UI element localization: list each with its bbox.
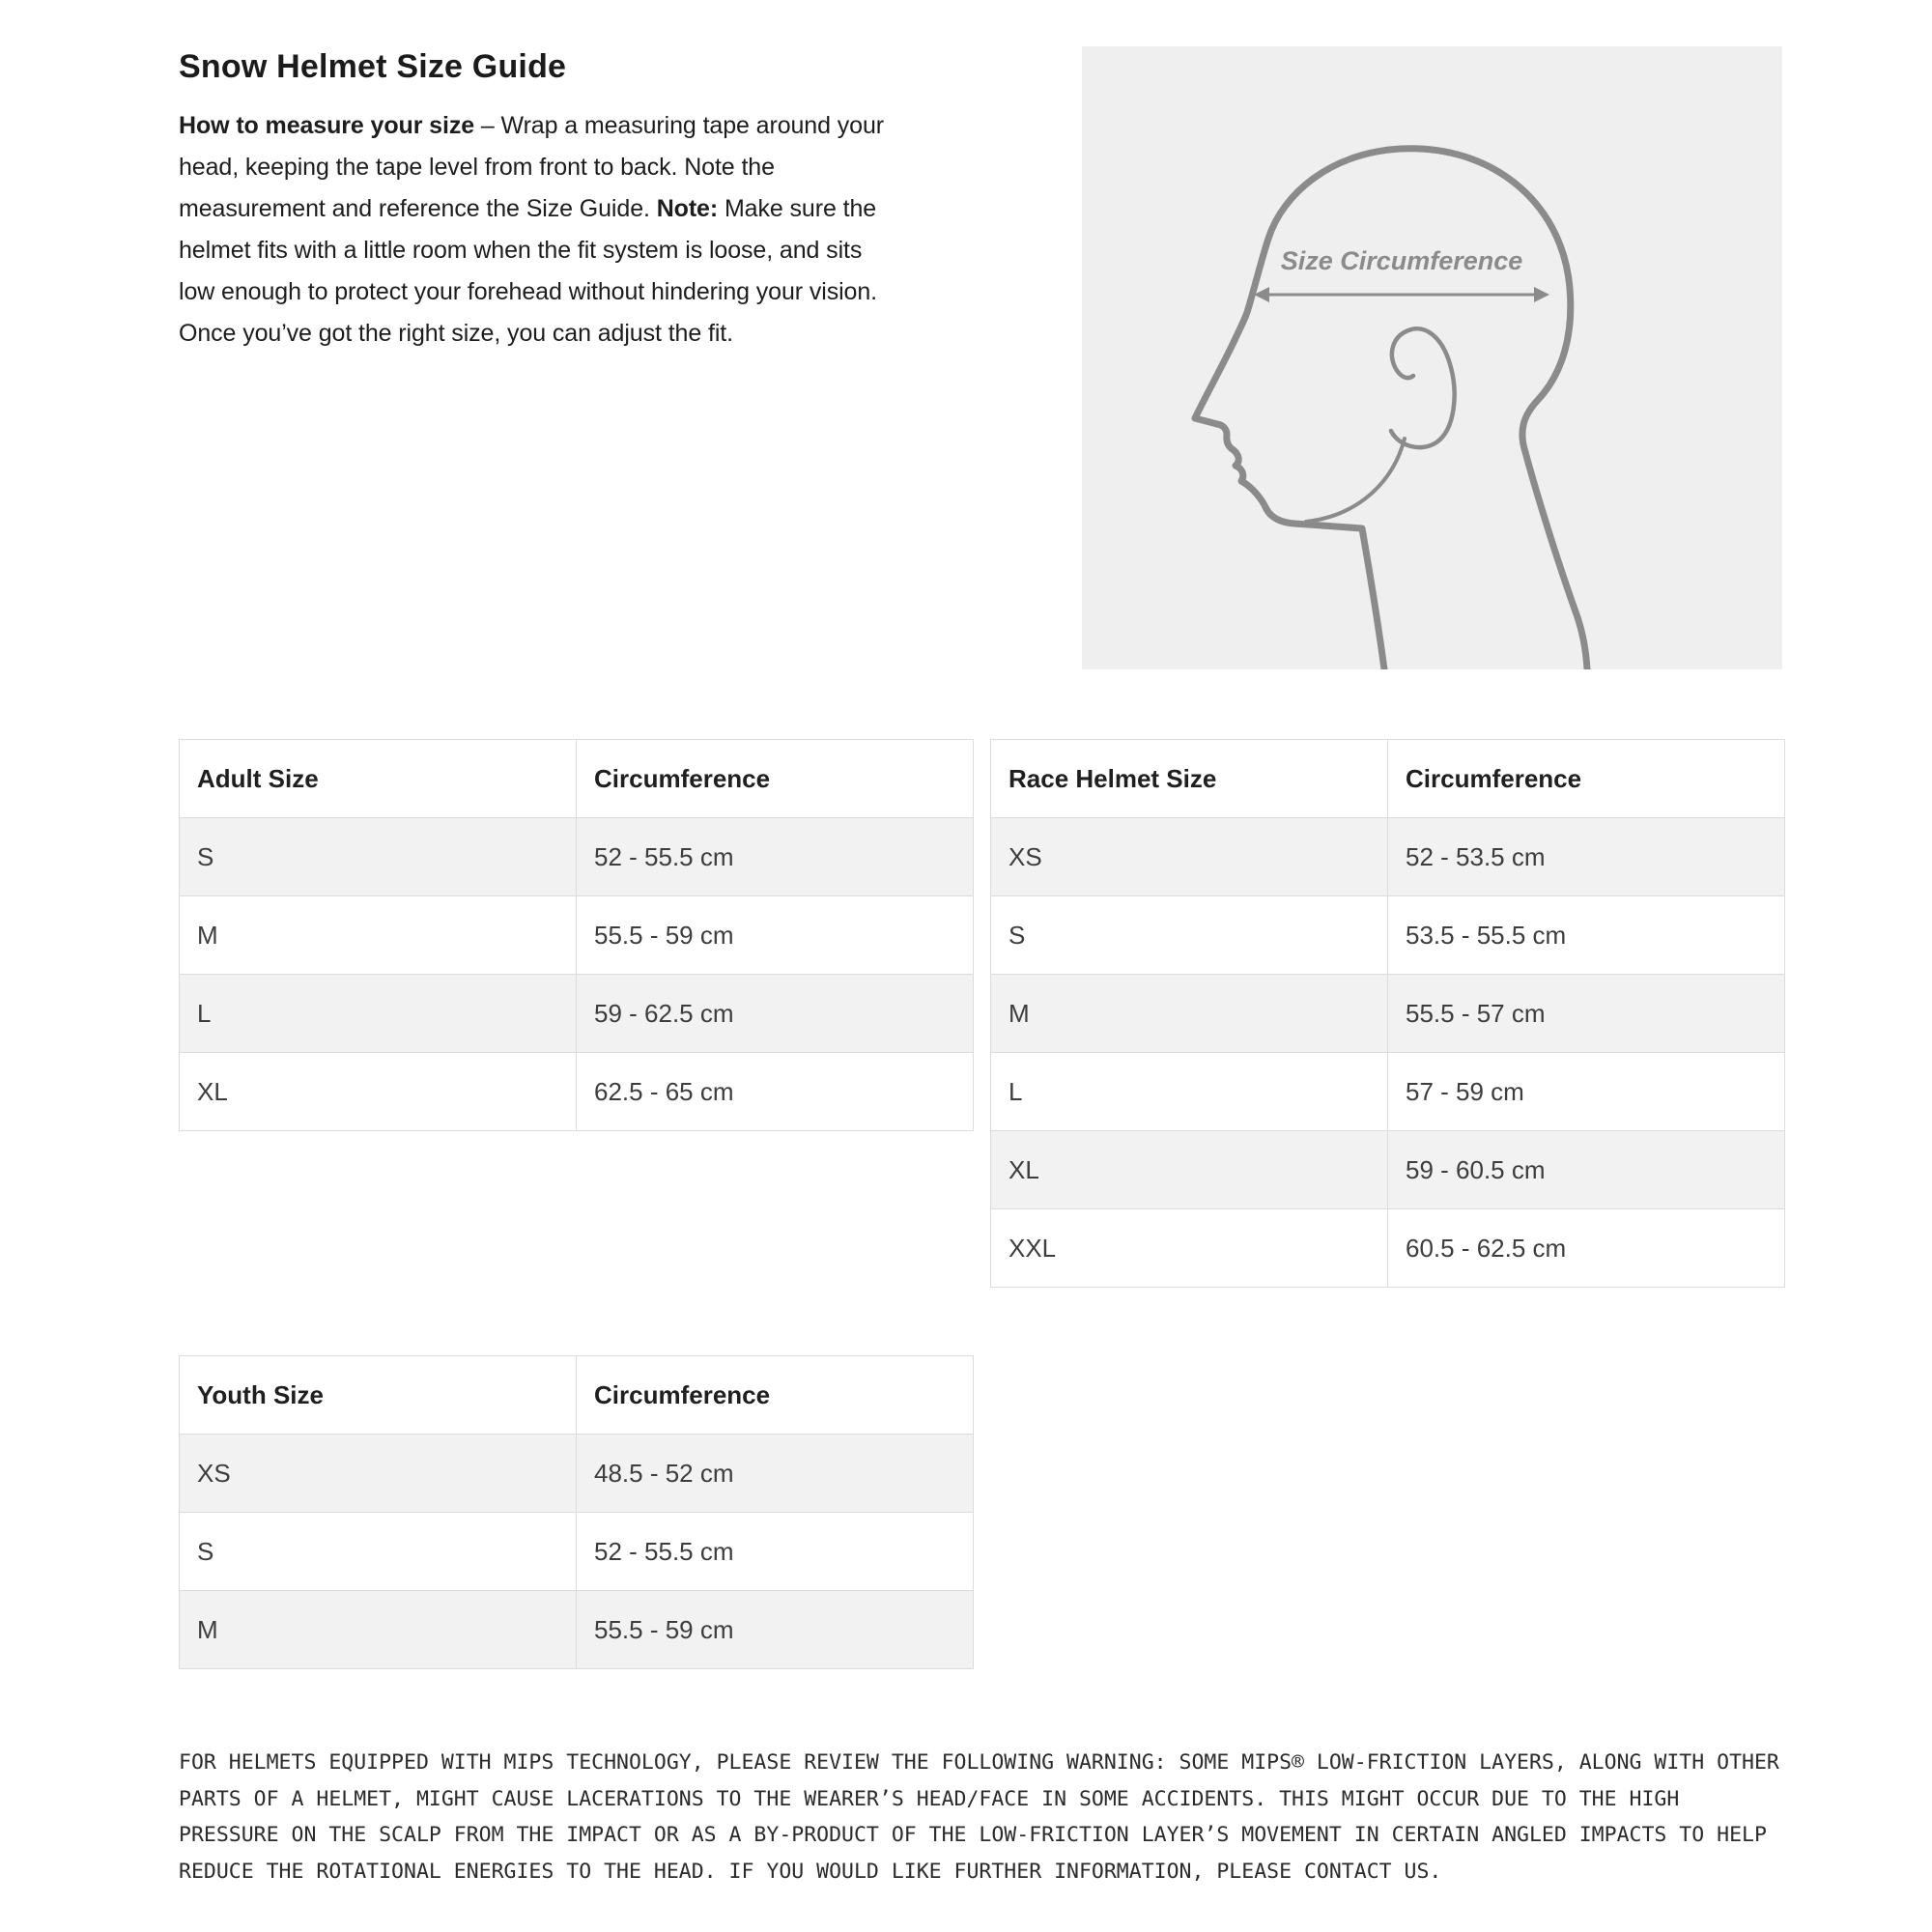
size-cell: XS [991, 818, 1388, 896]
size-cell: M [180, 896, 577, 975]
circumference-cell: 57 - 59 cm [1388, 1053, 1785, 1131]
circumference-cell: 52 - 55.5 cm [577, 818, 974, 896]
size-cell: XXL [991, 1209, 1388, 1288]
table-row [991, 1053, 1785, 1131]
table-row [180, 1053, 974, 1131]
circumference-cell: 62.5 - 65 cm [577, 1053, 974, 1131]
head-outline [1195, 149, 1587, 669]
table-row [991, 818, 1785, 896]
ear-outline [1391, 328, 1455, 447]
size-cell: S [180, 1513, 577, 1591]
intro-paragraph [179, 105, 884, 355]
head-profile-illustration [1082, 46, 1782, 669]
jaw-line [1306, 439, 1405, 522]
circumference-cell: 53.5 - 55.5 cm [1388, 896, 1785, 975]
circumference-column-header: Circumference [577, 1356, 974, 1435]
circumference-cell: 52 - 55.5 cm [577, 1513, 974, 1591]
intro-line: Once you’ve got the right size, you can adjust the fit. [179, 320, 733, 347]
table-row [180, 975, 974, 1053]
size-cell: S [991, 896, 1388, 975]
size-cell: XL [180, 1053, 577, 1131]
table-row [991, 975, 1785, 1053]
mips-warning-line: REDUCE THE ROTATIONAL ENERGIES TO THE HEAD. IF YOU WOULD LIKE FURTHER INFORMATION, PLEASE CONTACT US. [179, 1859, 1442, 1884]
size-cell: S [180, 818, 577, 896]
intro-line: helmet fits with a little room when the fit system is loose, and sits [179, 237, 863, 264]
circumference-cell: 59 - 60.5 cm [1388, 1131, 1785, 1209]
table-row [180, 896, 974, 975]
circumference-cell: 60.5 - 62.5 cm [1388, 1209, 1785, 1288]
intro-lead-bold: How to measure your size [179, 112, 475, 139]
size-column-header: Youth Size [180, 1356, 577, 1435]
table-header-row [991, 740, 1785, 818]
intro-line [179, 188, 884, 230]
mips-warning-line: PRESSURE ON THE SCALP FROM THE IMPACT OR AS A BY-PRODUCT OF THE LOW-FRICTION LAYER’S MOVEMENT IN CERTAIN ANGLED IMPACTS TO HELP [179, 1823, 1767, 1847]
intro-text: – Wrap a measuring tape around your [474, 112, 884, 139]
adult-size-table [179, 739, 974, 1131]
intro-text: Make sure the [718, 195, 877, 222]
size-cell: M [180, 1591, 577, 1669]
circumference-column-header: Circumference [1388, 740, 1785, 818]
table-header-row [180, 740, 974, 818]
table-row [180, 1435, 974, 1513]
arrowhead-right [1534, 287, 1549, 302]
circumference-cell: 59 - 62.5 cm [577, 975, 974, 1053]
size-column-header: Race Helmet Size [991, 740, 1388, 818]
table-row [180, 1591, 974, 1669]
size-guide-figure [1082, 46, 1782, 669]
size-cell: L [180, 975, 577, 1053]
size-cell: XL [991, 1131, 1388, 1209]
intro-line [179, 105, 884, 147]
circumference-cell: 48.5 - 52 cm [577, 1435, 974, 1513]
circumference-cell: 55.5 - 59 cm [577, 896, 974, 975]
page-title: Snow Helmet Size Guide [179, 48, 567, 85]
circumference-cell: 52 - 53.5 cm [1388, 818, 1785, 896]
table-row [180, 818, 974, 896]
circumference-cell: 55.5 - 57 cm [1388, 975, 1785, 1053]
size-circumference-label: Size Circumference [1280, 246, 1523, 275]
race-helmet-size-table [990, 739, 1785, 1288]
youth-size-table [179, 1355, 974, 1669]
mips-warning-line: PARTS OF A HELMET, MIGHT CAUSE LACERATIONS TO THE WEARER’S HEAD/FACE IN SOME ACCIDENTS. THIS MIGHT OCCUR DUE TO THE HIGH [179, 1786, 1680, 1811]
intro-text: measurement and reference the Size Guide. [179, 195, 657, 222]
size-column-header: Adult Size [180, 740, 577, 818]
circumference-column-header: Circumference [577, 740, 974, 818]
size-cell: M [991, 975, 1388, 1053]
intro-line: low enough to protect your forehead without hindering your vision. [179, 278, 878, 305]
mips-warning-text [179, 1745, 1779, 1889]
size-cell: XS [180, 1435, 577, 1513]
size-cell: L [991, 1053, 1388, 1131]
intro-note-bold: Note: [656, 195, 719, 222]
table-row [991, 896, 1785, 975]
table-row [180, 1513, 974, 1591]
table-row [991, 1209, 1785, 1288]
intro-line: head, keeping the tape level from front to back. Note the [179, 154, 775, 181]
table-row [991, 1131, 1785, 1209]
circumference-cell: 55.5 - 59 cm [577, 1591, 974, 1669]
table-header-row [180, 1356, 974, 1435]
mips-warning-line: FOR HELMETS EQUIPPED WITH MIPS TECHNOLOGY, PLEASE REVIEW THE FOLLOWING WARNING: SOME MIPS® LOW-FRICTION LAYERS, ALONG WITH OTHER [179, 1750, 1779, 1775]
